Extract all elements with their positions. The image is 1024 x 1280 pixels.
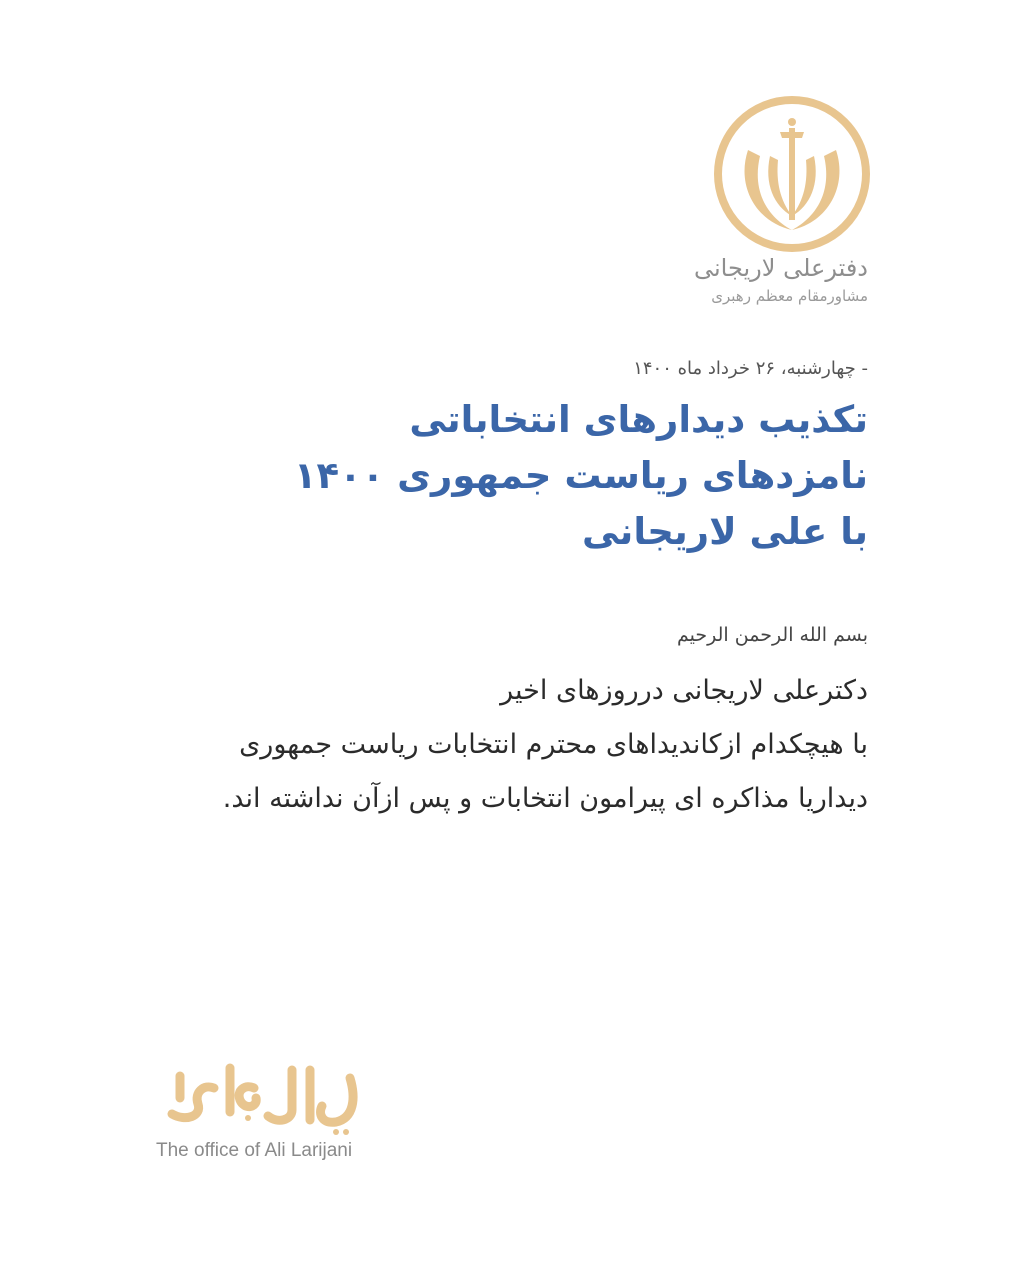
iran-emblem-icon (712, 94, 872, 254)
headline-line-1: تکذیب دیدارهای انتخاباتی (409, 398, 868, 441)
office-subtitle: مشاورمقام معظم رهبری (711, 287, 868, 305)
calligraphy-logo (150, 1058, 370, 1136)
article-date: - چهارشنبه، ۲۶ خرداد ماه ۱۴۰۰ (633, 358, 868, 379)
headline-line-3: با علی لاریجانی (582, 510, 868, 553)
body-line-2: با هیچکدام ازکاندیداهای محترم انتخابات ریاست جمهوری (239, 729, 868, 760)
body-line-1: دکترعلی لاریجانی درروزهای اخیر (500, 675, 868, 706)
basmala: بسم الله الرحمن الرحیم (677, 624, 868, 646)
body-text (188, 664, 868, 826)
headline (293, 392, 868, 560)
body-line-3: دیداریا مذاکره ای پیرامون انتخابات و پس ازآن نداشته اند. (222, 783, 868, 814)
headline-line-2: نامزدهای ریاست جمهوری ۱۴۰۰ (293, 454, 868, 497)
footer-caption: The office of Ali Larijani (156, 1140, 353, 1161)
office-name: دفترعلی لاریجانی (694, 254, 868, 282)
